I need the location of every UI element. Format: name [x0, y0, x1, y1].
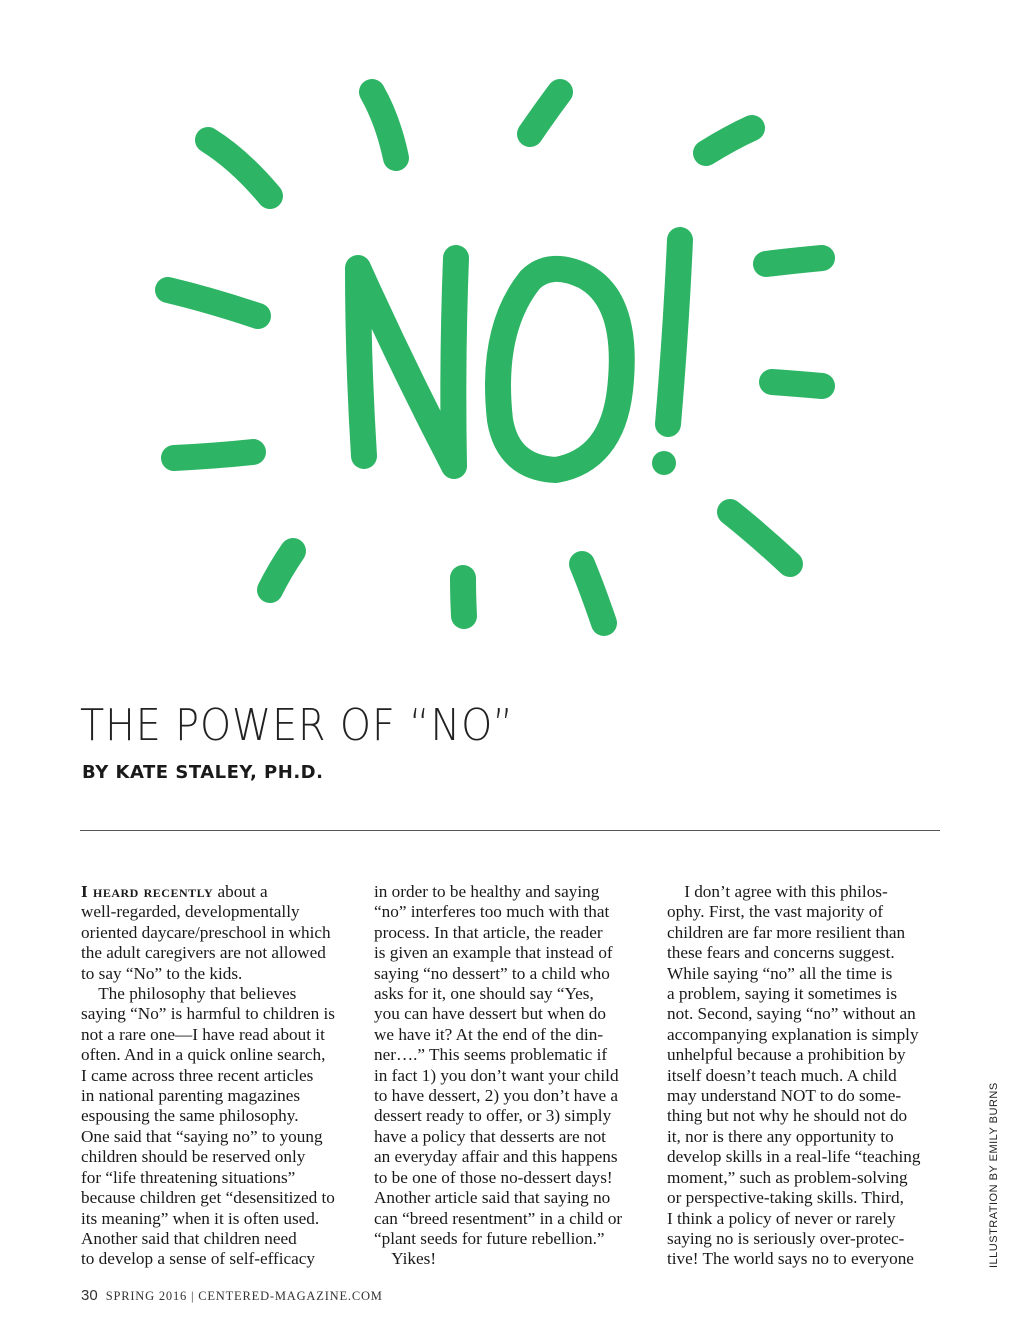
body-line-text: about a — [213, 882, 268, 901]
body-line: dessert ready to offer, or 3) simply — [374, 1106, 612, 1126]
body-line: I think a policy of never or rarely — [667, 1208, 896, 1228]
lead-in: I heard recently — [81, 882, 214, 901]
exclamation-dot — [652, 451, 676, 475]
body-line: saying “No” is harmful to children is — [81, 1004, 335, 1024]
body-line: develop skills in a real-life “teaching — [667, 1147, 921, 1167]
article-title: THE POWER OF “NO” — [80, 700, 514, 751]
body-line: ophy. First, the vast majority of — [667, 902, 884, 922]
body-line: in fact 1) you don’t want your child — [374, 1065, 619, 1085]
burst-dash — [706, 128, 752, 153]
body-line: Yikes! — [374, 1249, 437, 1269]
body-line: the adult caregivers are not allowed — [81, 943, 326, 963]
article-byline: BY KATE STALEY, PH.D. — [82, 762, 324, 783]
body-line: One said that “saying no” to young — [81, 1126, 323, 1146]
burst-dash — [530, 92, 560, 134]
burst-dash — [766, 258, 822, 264]
body-line: children should be reserved only — [81, 1147, 306, 1167]
body-line: While saying “no” all the time is — [667, 963, 893, 983]
body-line: The philosophy that believes — [81, 984, 297, 1004]
body-line: its meaning” when it is often used. — [81, 1208, 320, 1228]
body-line: can “breed resentment” in a child or — [374, 1208, 623, 1228]
burst-dash — [372, 92, 396, 158]
body-line: I don’t agree with this philos- — [667, 882, 888, 901]
body-line: a problem, saying it sometimes is — [667, 984, 898, 1004]
body-line: Another article said that saying no — [374, 1188, 611, 1208]
body-line: “plant seeds for future rebellion.” — [374, 1228, 605, 1248]
body-line: children are far more resilient than — [667, 922, 906, 942]
body-line: unhelpful because a prohibition by — [667, 1045, 906, 1065]
body-line: we have it? At the end of the din- — [374, 1024, 604, 1044]
issue-info: SPRING 2016 | CENTERED-MAGAZINE.COM — [105, 1289, 383, 1303]
body-line: saying “no dessert” to a child who — [374, 963, 610, 983]
letter-o — [498, 269, 622, 470]
body-line: to have dessert, 2) you don’t have a — [374, 1086, 619, 1106]
body-line: accompanying explanation is simply — [667, 1024, 919, 1044]
body-line: in national parenting magazines — [81, 1086, 301, 1106]
illustration-credit: ILLUSTRATION BY EMILY BURNS — [988, 1082, 1000, 1268]
body-line: asks for it, one should say “Yes, — [374, 984, 594, 1004]
body-line: thing but not why he should not do — [667, 1106, 908, 1126]
page-number: 30 — [81, 1287, 98, 1304]
body-line: because children get “desensitized to — [81, 1188, 335, 1208]
body-line: it, nor is there any opportunity to — [667, 1126, 894, 1146]
divider-rule — [80, 830, 940, 831]
body-line: you can have dessert but when do — [374, 1004, 606, 1024]
body-column-2 — [374, 882, 622, 1270]
body-line: is given an example that instead of — [374, 943, 613, 963]
burst-dash — [174, 452, 253, 458]
body-line: to be one of those no-dessert days! — [374, 1167, 613, 1187]
body-line: saying no is seriously over-protec- — [667, 1228, 905, 1248]
burst-dash — [208, 140, 270, 196]
burst-dash — [270, 551, 293, 590]
burst-dash — [582, 564, 604, 623]
body-line: to develop a sense of self-efficacy — [81, 1249, 315, 1269]
page-footer — [81, 1287, 383, 1304]
body-line: these fears and concerns suggest. — [667, 943, 895, 963]
body-line: process. In that article, the reader — [374, 922, 603, 942]
burst-dash — [730, 512, 790, 564]
body-line: not. Second, saying “no” without an — [667, 1004, 916, 1024]
body-line: or perspective-taking skills. Third, — [667, 1188, 904, 1208]
body-line — [81, 882, 335, 902]
body-line: to say “No” to the kids. — [81, 963, 243, 983]
burst-dash — [168, 290, 258, 316]
body-line: for “life threatening situations” — [81, 1167, 296, 1187]
body-line: oriented daycare/preschool in which — [81, 922, 331, 942]
body-line: ner….” This seems problematic if — [374, 1045, 608, 1065]
body-line: not a rare one—I have read about it — [81, 1024, 325, 1044]
body-line: may understand NOT to do some- — [667, 1086, 902, 1106]
body-column-1 — [81, 882, 335, 1270]
burst-dash — [772, 382, 822, 386]
body-line: have a policy that desserts are not — [374, 1126, 606, 1146]
body-column-3 — [667, 882, 920, 1270]
body-line: itself doesn’t teach much. A child — [667, 1065, 897, 1085]
body-line: well-regarded, developmentally — [81, 902, 300, 922]
letter-n — [358, 258, 456, 466]
body-line: “no” interferes too much with that — [374, 902, 610, 922]
exclamation-bar — [668, 240, 680, 424]
body-line: espousing the same philosophy. — [81, 1106, 299, 1126]
body-line: Another said that children need — [81, 1228, 297, 1248]
body-line: tive! The world says no to everyone — [667, 1249, 914, 1269]
burst-dash — [463, 578, 464, 616]
body-line: in order to be healthy and saying — [374, 882, 600, 901]
body-line: often. And in a quick online search, — [81, 1045, 326, 1065]
body-line: I came across three recent articles — [81, 1065, 314, 1085]
body-line: moment,” such as problem-solving — [667, 1167, 908, 1187]
body-line: an everyday affair and this happens — [374, 1147, 618, 1167]
